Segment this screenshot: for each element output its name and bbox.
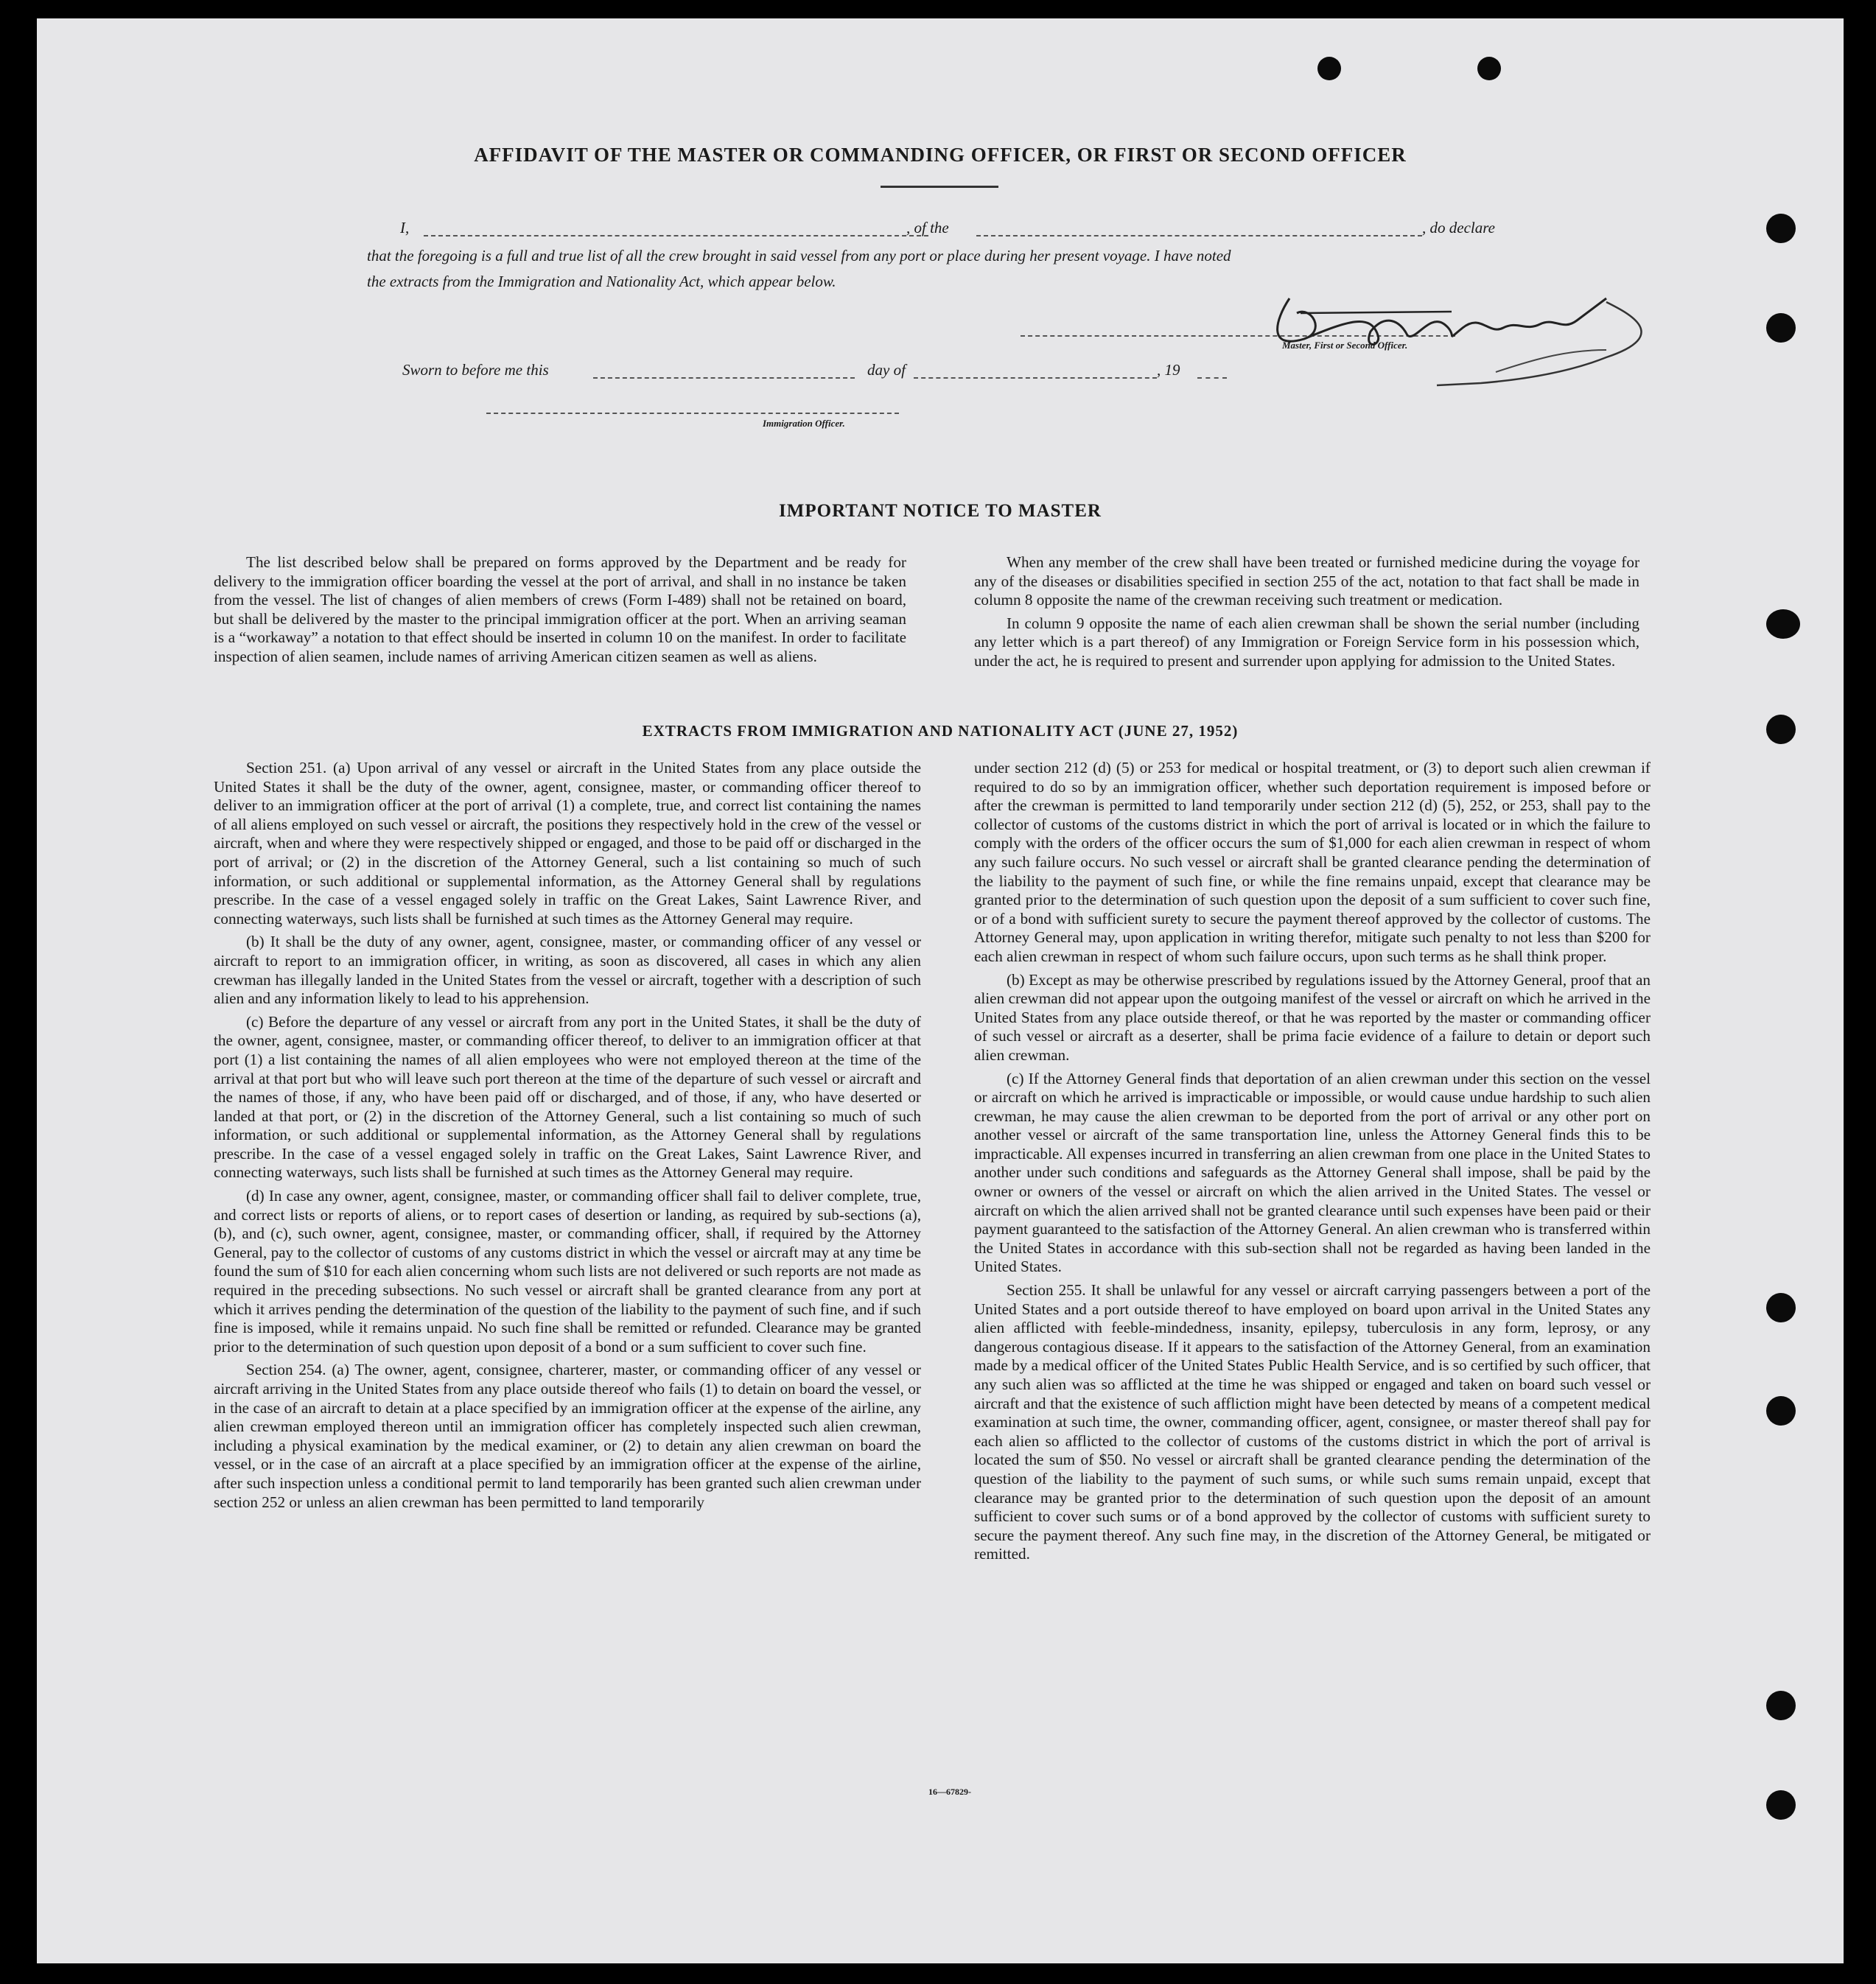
immigration-officer-line xyxy=(486,413,899,414)
punch-hole xyxy=(1766,1293,1796,1322)
do-declare-label: , do declare xyxy=(1422,219,1495,236)
notice-left-paragraph: The list described below shall be prepared on forms approved by the Department and be ready for delivery to the immigration officer boarding the vessel at the port of arrival, and shall in no instance be taken from the vessel. The list of changes of alien members of crews (Form I-489) shall not be retained on board, but shall be delivered by the master to the principal immigration officer at the port. When an arriving seaman is a “workaway” a notation to that effect should be inserted in column 10 on the manifest. In order to facilitate inspection of alien seamen, include names of arriving American citizen seamen as well as aliens. xyxy=(214,553,906,665)
notice-right-paragraph: When any member of the crew shall have been treated or furnished medicine during the voyage for any of the diseases or disabilities specified in section 255 of the act, notation to that fact shall be made in column 8 opposite the name of the crewman receiving such treatment or medication. xyxy=(974,553,1639,609)
punch-hole xyxy=(1766,1691,1796,1720)
notice-right-paragraph: In column 9 opposite the name of each alien crewman shall be shown the serial number (including any letter which is a part thereof) of any Immigration or Foreign Service form in his possession which, under the act, he is required to present and surrender upon applying for admission to the United States. xyxy=(974,614,1639,670)
month-blank xyxy=(914,377,1157,379)
punch-hole xyxy=(1766,214,1796,243)
section-paragraph: (d) In case any owner, agent, consignee, master, or commanding officer shall fail to deliver complete, true, and correct lists or reports of aliens, or to report cases of desertion or landing, as required by sub-sections (a), (b), and (c), such owner, agent, consignee, master, or commanding officer, shall, if required by the Attorney General, pay to the collector of customs of any customs district in which the vessel or aircraft may at any time be found the sum of $10 for each alien concerning whom such lists are not delivered or such reports are not made as required in the preceding subsections. No such vessel or aircraft shall be granted clearance from any port at which it arrives pending the determination of the question of the liability to the payment of such fine, and if such fine is imposed, while it remains unpaid. No such fine shall be remitted or refunded. Clearance may be granted prior to the determination of such question upon deposit of a bond or a sum sufficient to cover such fine. xyxy=(214,1187,921,1356)
punch-hole xyxy=(1766,609,1800,639)
affidavit-title: AFFIDAVIT OF THE MASTER OR COMMANDING OFFICER, OR FIRST OR SECOND OFFICER xyxy=(474,144,1407,166)
section-paragraph: Section 251. (a) Upon arrival of any vessel or aircraft in the United States from any place outside the United States it shall be the duty of the owner, agent, consignee, master, or commanding officer thereof to deliver to an immigration officer at the port of arrival (1) a complete, true, and correct list containing the names of all aliens employed on such vessel or aircraft, the positions they respectively hold in the crew of the vessel or aircraft, when and where they were respectively shipped or engaged, and those to be paid off or discharged in the port of arrival; or (2) in the discretion of the Attorney General, such a list containing so much of such information, or such additional or supplemental information, as the Attorney General shall by regulations prescribe. In the case of a vessel engaged solely in traffic on the Great Lakes, Saint Lawrence River, and connecting waterways, such lists shall be furnished at such times as the Attorney General may require. xyxy=(214,759,921,928)
punch-hole xyxy=(1766,1396,1796,1426)
statement-line-1: that the foregoing is a full and true list of all the crew brought in said vessel from any port or place during her present voyage. I have noted xyxy=(367,247,1231,264)
extracts-right-column xyxy=(974,759,1651,1568)
section-paragraph: (b) It shall be the duty of any owner, agent, consignee, master, or commanding officer of any vessel or aircraft to report to an immigration officer, in writing, as soon as discovered, all cases in which any alien crewman has illegally landed in the United States from the vessel or aircraft, together with a description of such alien and any information likely to lead to his apprehension. xyxy=(214,933,921,1008)
document-page xyxy=(37,18,1844,1963)
title-rule xyxy=(881,186,998,188)
extracts-left-column xyxy=(214,759,921,1516)
i-label: I, xyxy=(400,219,410,236)
day-blank xyxy=(593,377,855,379)
sworn-label: Sworn to before me this xyxy=(402,361,549,379)
form-code: 16—67829- xyxy=(928,1787,971,1797)
section-paragraph: (b) Except as may be otherwise prescribed by regulations issued by the Attorney General, proof that an alien crewman did not appear upon the outgoing manifest of the vessel or aircraft on which he arrived in the United States from any place outside thereof, or that he was reported by the master or commanding officer of such vessel or aircraft as a deserter, shall be prima facie evidence of a failure to detain or deport such alien crewman. xyxy=(974,970,1651,1064)
section-paragraph: (c) Before the departure of any vessel or aircraft from any port in the United States, it shall be the duty of the owner, agent, consignee, master, or commanding officer thereof, to deliver to an immigration officer at that port (1) a list containing the names of all alien employees who were not employed thereon at the time of the arrival at that port but who will leave such port thereon at the time of the departure of such vessel or aircraft and the names of those, if any, who have been paid off or discharged, and of those, if any, who have deserted or landed at that port, or (2) in the discretion of the Attorney General, such a list containing so much of such information, or such additional or supplemental information, as the Attorney General shall by regulations prescribe. In the case of a vessel engaged solely in traffic on the Great Lakes, Saint Lawrence River, and connecting waterways, such lists shall be furnished at such times as the Attorney General may require. xyxy=(214,1012,921,1182)
day-of-label: day of xyxy=(867,361,906,379)
section-paragraph: Section 255. It shall be unlawful for any vessel or aircraft carrying passengers between a port of the United States and a port outside thereof to have employed on board upon arrival in the United States any alien afflicted with feeble-mindedness, insanity, epilepsy, tuberculosis in any form, leprosy, or any dangerous contagious disease. If it appears to the satisfaction of the Attorney General, from an examination made by a medical officer of the United States Public Health Service, and is so certified by such officer, that any such alien was so afflicted at the time he was shipped or engaged and taken on board such vessel or aircraft and that the existence of such affliction might have been detected by means of a competent medical examination at such time, the owner, commanding officer, agent, consignee, or master thereof shall pay for each alien so afflicted to the collector of customs of the customs district in which the port of arrival is located the sum of $50. No vessel or aircraft shall be granted clearance pending the determination of the question of the liability to the payment of such sums, or while such sums remain unpaid, except that clearance may be granted prior to the determination of such question upon the deposit of an amount sufficient to cover such sums or of a bond approved by the collector of customs with sufficient surety to secure the payment thereof. Any such fine may, in the discretion of the Attorney General, be mitigated or remitted. xyxy=(974,1281,1651,1563)
section-paragraph: (c) If the Attorney General finds that deportation of an alien crewman under this section on the vessel or aircraft on which he arrived is impracticable or impossible, or would cause undue hardship to such alien crewman, he may cause the alien crewman to be deported from the port of arrival or any other port on another vessel or aircraft of the same transportation line, unless the Attorney General finds this to be impracticable. All expenses incurred in transferring an alien crewman from one place in the United States to another under such conditions and safeguards as the Attorney General shall impose, shall be paid by the owner or owners of the vessel or aircraft on which the alien arrived in the United States. The vessel or aircraft on which the alien arrived shall not be granted clearance until such expenses have been paid or their payment guaranteed to the satisfaction of the Attorney General. An alien crewman who is transferred within the United States in accordance with this sub-section shall not be regarded as having been landed in the United States. xyxy=(974,1069,1651,1276)
handwritten-signature xyxy=(1260,269,1673,387)
punch-hole xyxy=(1766,1790,1796,1820)
punch-hole xyxy=(1477,57,1501,80)
section-paragraph: under section 212 (d) (5) or 253 for medical or hospital treatment, or (3) to deport such alien crewman if required to do so by an immigration officer, whether such deportation requirement is imposed before or after the crewman is permitted to land temporarily under section 212 (d) (5), 252, or 253, shall pay to the collector of customs of the customs district in which the port of arrival is located or in which the failure to comply with the orders of the officer occurs the sum of $1,000 for each alien crewman in respect of whom any such failure occurs. No such vessel or aircraft shall be granted clearance pending the determination of the liability to the payment of such fine, or while the fine remains unpaid, except that clearance may be granted prior to the determination of such question upon the deposit of a sum sufficient to cover such fine, or of a bond with sufficient surety to secure the payment thereof approved by the collector of customs. The Attorney General may, upon application in writing therefor, mitigate such penalty to not less than $200 for each alien crewman in respect of whom such failure occurs, upon such terms as he shall think proper. xyxy=(974,759,1651,965)
year-blank xyxy=(1197,377,1227,379)
section-paragraph: Section 254. (a) The owner, agent, consignee, charterer, master, or commanding officer of any vessel or aircraft arriving in the United States from any place outside thereof who fails (1) to detain on board the vessel, or in the case of an aircraft to detain at a place specified by an immigration officer at the expense of the airline, any alien crewman employed thereon until an immigration officer has completely inspected such alien crewman, including a physical examination by the medical examiner, or (2) to detain any alien crewman on board the vessel, or in the case of an aircraft at a place specified by an immigration officer at the expense of the airline, after such inspection unless a conditional permit to land temporarily has been granted such alien crewman under section 252 or unless an alien crewman has been permitted to land temporarily xyxy=(214,1361,921,1511)
notice-right-column xyxy=(974,553,1639,676)
immigration-officer-caption: Immigration Officer. xyxy=(763,418,845,429)
notice-title: IMPORTANT NOTICE TO MASTER xyxy=(779,501,1102,521)
name-blank xyxy=(424,235,928,236)
punch-hole xyxy=(1317,57,1341,80)
extracts-title: EXTRACTS FROM IMMIGRATION AND NATIONALITY ACT (JUNE 27, 1952) xyxy=(642,722,1239,740)
year-label: , 19 xyxy=(1157,361,1180,379)
vessel-blank xyxy=(976,235,1422,236)
statement-line-2: the extracts from the Immigration and Nationality Act, which appear below. xyxy=(367,273,836,290)
notice-left-column xyxy=(214,553,906,671)
punch-hole xyxy=(1766,313,1796,343)
master-caption: Master, First or Second Officer. xyxy=(1282,340,1408,351)
of-the-label: , of the xyxy=(906,219,949,236)
